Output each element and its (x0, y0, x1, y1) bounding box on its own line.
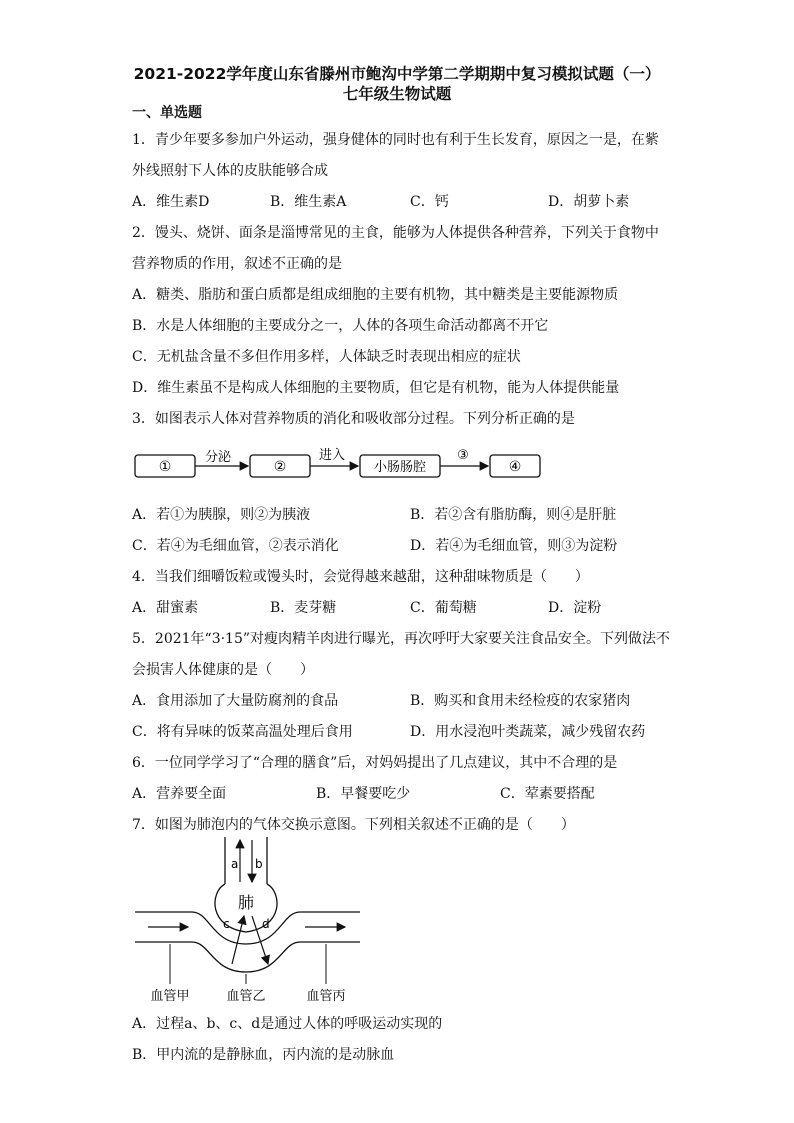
q1-option-c: C．钙 (410, 194, 449, 210)
label-c: c (223, 917, 230, 931)
label-d: d (262, 917, 270, 931)
q3-option-a: A．若①为胰腺，则②为胰液 (132, 507, 311, 523)
q4-stem: 4．当我们细嚼饭粒或馒头时，会觉得越来越甜，这种甜味物质是（ ） (132, 569, 589, 585)
q2-option-a: A．糖类、脂肪和蛋白质都是组成细胞的主要有机物，其中糖类是主要能源物质 (132, 287, 619, 303)
flow-box-2-label: ② (273, 459, 287, 475)
section-heading: 一、单选题 (132, 105, 202, 121)
digestion-flow-diagram (130, 440, 550, 485)
q1-stem-line2: 外线照射下人体的皮肤能够合成 (132, 163, 328, 179)
q6-stem: 6．一位同学学习了“合理的膳食”后，对妈妈提出了几点建议，其中不合理的是 (132, 755, 618, 771)
q4-option-b: B．麦芽糖 (270, 600, 337, 616)
flow-box-3-label: 小肠肠腔 (373, 460, 427, 475)
q7-option-a: A．过程a、b、c、d是通过人体的呼吸运动实现的 (132, 1016, 443, 1032)
q3-option-d: D．若④为毛细血管，则③为淀粉 (410, 538, 618, 554)
q6-option-c: C．荤素要搭配 (500, 786, 595, 802)
q1-option-b: B．维生素A (270, 194, 347, 210)
label-a: a (231, 857, 239, 871)
q2-option-c: C．无机盐含量不多但作用多样，人体缺乏时表现出相应的症状 (132, 349, 521, 365)
q5-stem-line2: 会损害人体健康的是（ ） (132, 662, 314, 678)
q5-option-d: D．用水浸泡叶类蔬菜，减少残留农药 (410, 724, 646, 740)
flow-arrow-3-label: ③ (457, 448, 469, 463)
label-vessel-2: 血管乙 (226, 989, 266, 1004)
q3-stem: 3．如图表示人体对营养物质的消化和吸收部分过程。下列分析正确的是 (132, 411, 575, 427)
arrow-c (232, 916, 244, 964)
q3-option-b: B．若②含有脂肪酶，则④是肝脏 (410, 507, 617, 523)
flow-arrow-1-label: 分泌 (204, 450, 232, 465)
q4-option-a: A．甜蜜素 (132, 600, 199, 616)
q1-option-a: A．维生素D (132, 194, 210, 210)
label-vessel-1: 血管甲 (150, 989, 190, 1004)
q1-option-d: D．胡萝卜素 (548, 194, 630, 210)
q5-option-a: A．食用添加了大量防腐剂的食品 (132, 693, 339, 709)
q6-option-a: A．营养要全面 (132, 786, 227, 802)
flow-box-1-label: ① (158, 459, 172, 475)
vessel-upper-wall (135, 912, 360, 944)
q2-stem-line2: 营养物质的作用，叙述不正确的是 (132, 256, 342, 272)
label-vessel-3: 血管丙 (306, 989, 346, 1004)
q5-option-c: C．将有异味的饭菜高温处理后食用 (132, 724, 353, 740)
label-lung: 肺 (237, 893, 255, 912)
q4-option-c: C．葡萄糖 (410, 600, 477, 616)
exam-subtitle: 七年级生物试题 (342, 85, 452, 103)
flow-box-4-label: ④ (508, 459, 522, 475)
q7-option-b: B．甲内流的是静脉血，丙内流的是动脉血 (132, 1047, 395, 1063)
q4-option-d: D．淀粉 (548, 600, 602, 616)
q3-option-c: C．若④为毛细血管，②表示消化 (132, 538, 339, 554)
label-b: b (255, 857, 263, 871)
alveolar-gas-exchange-diagram (130, 832, 370, 1007)
flow-arrow-2-label: 进入 (318, 448, 346, 463)
q1-stem-line1: 1．青少年要多参加户外运动，强身健体的同时也有利于生长发育，原因之一是，在紫 (132, 132, 659, 148)
q2-option-b: B．水是人体细胞的主要成分之一，人体的各项生命活动都离不开它 (132, 318, 549, 334)
q5-stem-line1: 5．2021年“3·15”对瘦肉精羊肉进行曝光，再次呼吁大家要关注食品安全。下列做法不 (132, 631, 671, 647)
q5-option-b: B．购买和食用未经检疫的农家猪肉 (410, 693, 631, 709)
q7-stem: 7．如图为肺泡内的气体交换示意图。下列相关叙述不正确的是（ ） (132, 817, 575, 833)
q2-option-d: D．维生素虽不是构成人体细胞的主要物质，但它是有机物，能为人体提供能量 (132, 380, 620, 396)
exam-title: 2021-2022学年度山东省滕州市鲍沟中学第二学期期中复习模拟试题（一） (133, 65, 661, 83)
q6-option-b: B．早餐要吃少 (316, 786, 411, 802)
q2-stem-line1: 2．馒头、烧饼、面条是淄博常见的主食，能够为人体提供各种营养，下列关于食物中 (132, 225, 659, 241)
